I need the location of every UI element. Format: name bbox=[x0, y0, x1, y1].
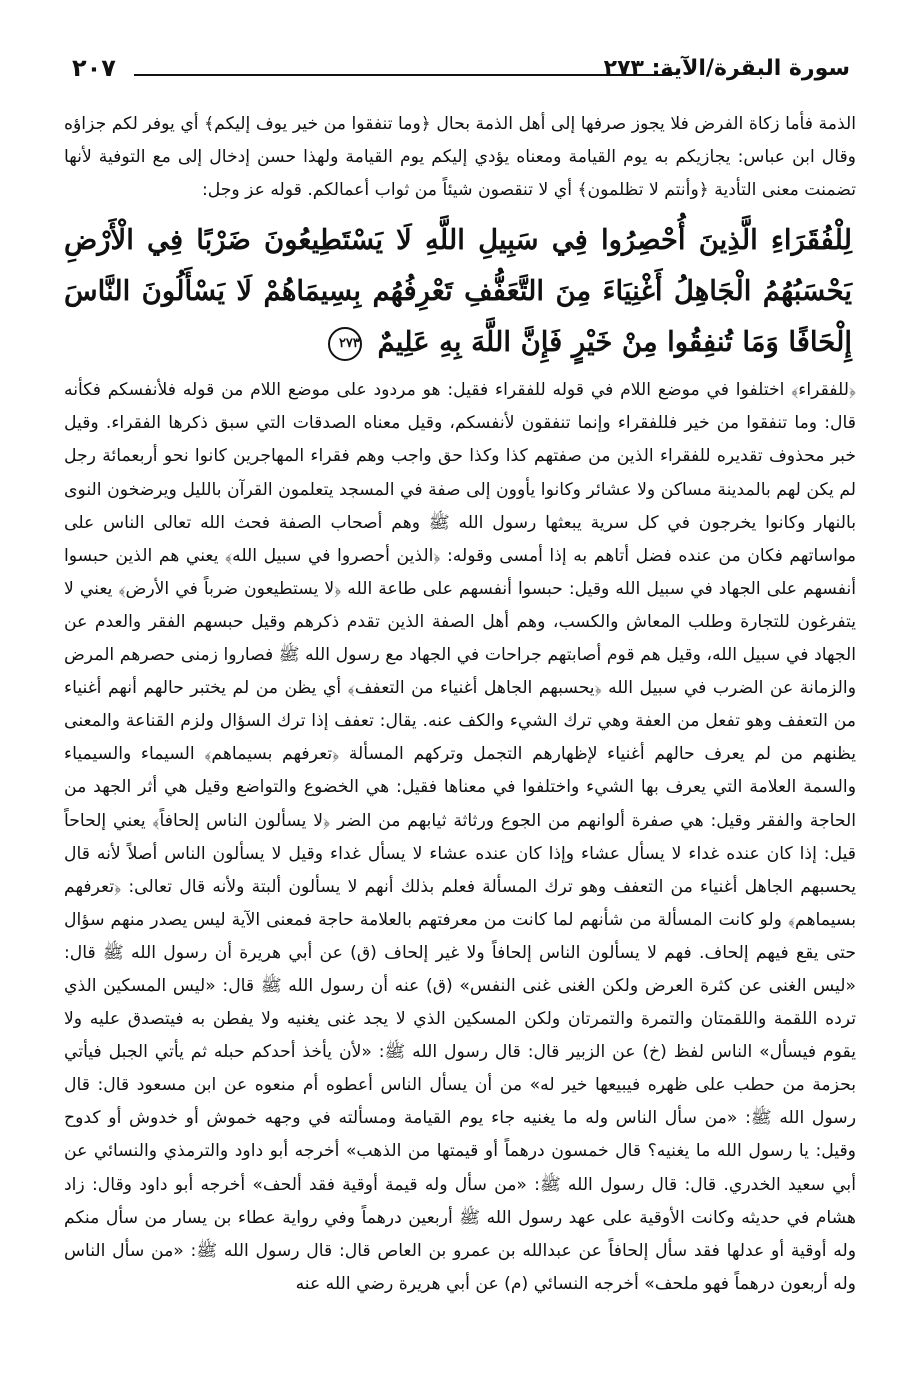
commentary-body: ﴿للفقراء﴾ اختلفوا في موضع اللام في قوله للفقراء فقيل: هو مردود على موضع اللام من قوله فلأنفسكم فكأنه قال: وما تنفقوا من خير فللفقراء وإنما تنفقون لأنفسكم، وقيل معناه الصدقات التي سبق ذكرها الفقراء. وقيل خبر محذوف تقديره للفقراء الذين من صفتهم كذا وكذا حق واجب وهم فقراء المهاجرين كانوا نحو أربعمائة رجل لم يكن لهم بالمدينة مساكن ولا عشائر وكانوا يأوون إلى صفة في المسجد يتعلمون القرآن بالليل ويرضخون النوى بالنهار وكانوا يخرجون في كل سرية يبعثها رسول الله ﷺ وهم أصحاب الصفة فحث الله تعالى الناس على مواساتهم فكان من عنده فضل أتاهم به إذا أمسى وقوله: ﴿الذين أحصروا في سبيل الله﴾ يعني هم الذين حبسوا أنفسهم على الجهاد في سبيل الله وقيل: حبسوا أنفسهم على طاعة الله ﴿لا يستطيعون ضرباً في الأرض﴾ يعني لا يتفرغون للتجارة وطلب المعاش والكسب، وهم أهل الصفة الذين تقدم ذكرهم وقيل حبسهم الفقر والعدم عن الجهاد في سبيل الله، وقيل هم قوم أصابتهم جراحات في الجهاد مع رسول الله ﷺ فصاروا زمنى حصرهم المرض والزمانة عن الضرب في سبيل الله ﴿يحسبهم الجاهل أغنياء من التعفف﴾ أي يظن من لم يختبر حالهم أنهم أغنياء من التعفف وهو تفعل من العفة وهي ترك الشيء والكف عنه. يقال: تعفف إذا ترك السؤال ولزم القناعة والمعنى يظنهم من لم يعرف حالهم أغنياء لإظهارهم التجمل وتركهم المسألة ﴿تعرفهم بسيماهم﴾ السيماء والسيمياء والسمة العلامة التي يعرف بها الشيء واختلفوا في معناها فقيل: هي الخضوع والتواضع وقيل هي أثر الجهد من الحاجة والفقر وقيل: هي صفرة ألوانهم من الجوع ورثاثة ثيابهم من الضر ﴿لا يسألون الناس إلحافاً﴾ يعني إلحاحاً قيل: إذا كان عنده غداء لا يسأل عشاء وإذا كان عنده عشاء لا يسأل غداء وقيل لا يسألون الناس أصلاً لأنه قال يحسبهم الجاهل أغنياء من التعفف وهو ترك المسألة فعلم بذلك أنهم لا يسألون ألبتة ولأنه قال تعالى: ﴿تعرفهم بسيماهم﴾ ولو كانت المسألة من شأنهم لما كانت من معرفتهم بالعلامة حاجة فمعنى الآية ليس يصدر منهم سؤال حتى يقع فيهم إلحاف. فهم لا يسألون الناس إلحافاً ولا غير إلحاف (ق) عن أبي هريرة أن رسول الله ﷺ قال: «ليس الغنى عن كثرة العرض ولكن الغنى غنى النفس» (ق) عنه أن رسول الله ﷺ قال: «ليس المسكين الذي ترده اللقمة واللقمتان والتمرة والتمرتان ولكن المسكين الذي لا يجد غنى يغنيه ولا يفطن به فيتصدق عليه ولا يقوم فيسأل» الناس لفظ (خ) عن الزبير قال: قال رسول الله ﷺ: «لأن يأخذ أحدكم حبله ثم يأتي الجبل فيأتي بحزمة من حطب على ظهره فيبيعها خير له» من أن يسأل الناس أعطوه أم منعوه عن ابن مسعود قال: قال رسول الله ﷺ: «من سأل الناس وله ما يغنيه جاء يوم القيامة ومسألته في وجهه خموش أو خدوش أو كدوح وقيل: يا رسول الله ما يغنيه؟ قال خمسون درهماً أو قيمتها من الذهب» أخرجه أبو داود والترمذي والنسائي عن أبي سعيد الخدري. قال: قال رسول الله ﷺ: «من سأل وله قيمة أوقية فقد ألحف» أخرجه أبو داود وقال: زاد هشام في حديثه وكانت الأوقية على عهد رسول الله ﷺ أربعين درهماً وفي رواية عطاء بن يسار من سأل منكم وله أوقية أو عدلها فقد سأل إلحافاً عن عبدالله بن عمرو بن العاص قال: قال رسول الله ﷺ: «من سأل الناس وله أربعون درهماً فهو ملحف» أخرجه النسائي (م) عن أبي هريرة رضي الله عنه bbox=[64, 380, 856, 1294]
page-header bbox=[72, 52, 850, 92]
page-number: ٢٠٧ bbox=[72, 54, 116, 82]
page-content bbox=[64, 108, 856, 1301]
ayah-number-marker: ٢٧٣ bbox=[328, 327, 362, 361]
header-rule bbox=[134, 74, 672, 76]
quran-verse bbox=[64, 215, 856, 368]
surah-title: سورة البقرة/الآية: ٢٧٣ bbox=[603, 56, 850, 81]
quran-verse-text: لِلْفُقَرَاءِ الَّذِينَ أُحْصِرُوا فِي سَبِيلِ اللَّهِ لَا يَسْتَطِيعُونَ ضَرْبًا فِي الْأَرْضِ يَحْسَبُهُمُ الْجَاهِلُ أَغْنِيَاءَ مِنَ التَّعَفُّفِ تَعْرِفُهُم بِسِيمَاهُمْ لَا يَسْأَلُونَ النَّاسَ إِلْحَافًا وَمَا تُنفِقُوا مِنْ خَيْرٍ فَإِنَّ اللَّهَ بِهِ عَلِيمٌ bbox=[64, 224, 852, 359]
intro-paragraph: الذمة فأما زكاة الفرض فلا يجوز صرفها إلى أهل الذمة بحال ﴿وما تنفقوا من خير يوف إليكم﴾ أي يوفر لكم جزاؤه وقال ابن عباس: يجازيكم به يوم القيامة ومعناه يؤدي إليكم يوم القيامة ولهذا حسن إدخال إلى مع التوفية لأنها تضمنت معنى التأدية ﴿وأنتم لا تظلمون﴾ أي لا تنقصون شيئاً من ثواب أعمالكم. قوله عز وجل: bbox=[64, 114, 856, 201]
